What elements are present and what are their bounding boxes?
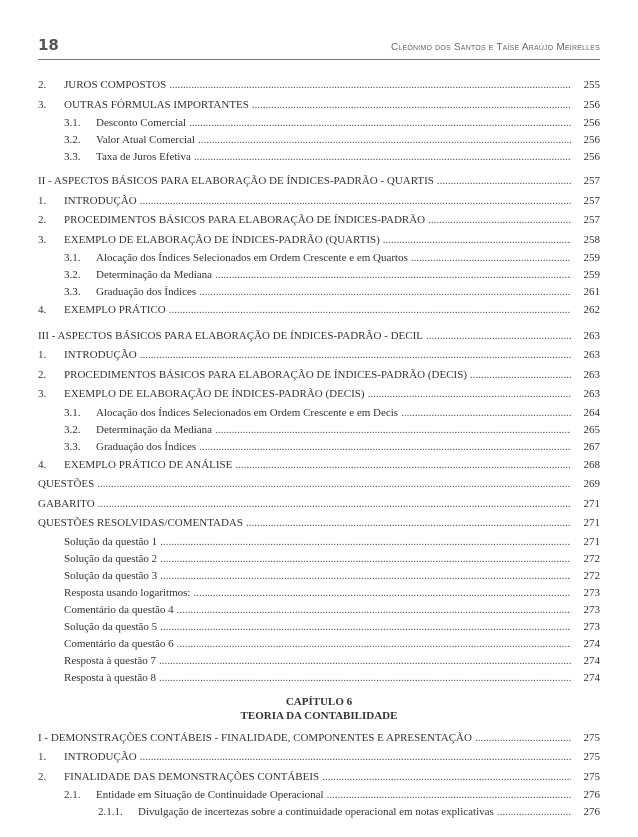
toc-entry-title: Determinação da Mediana bbox=[96, 269, 213, 281]
toc-entry[interactable] bbox=[38, 76, 600, 96]
toc-entry-title: EXEMPLO PRÁTICO bbox=[64, 304, 166, 316]
toc-entry-number: 1. bbox=[38, 751, 47, 763]
toc-entry-number: 4. bbox=[38, 458, 47, 471]
toc-entry-number: 3.2. bbox=[64, 134, 81, 146]
toc-entry[interactable] bbox=[38, 748, 600, 768]
toc-entry-number: 1. bbox=[38, 194, 47, 207]
toc-entry-title: I - DEMONSTRAÇÕES CONTÁBEIS - FINALIDADE, COMPONENTES E APRESENTAÇÃO bbox=[38, 731, 472, 744]
toc-entry-page: 256 bbox=[583, 151, 600, 163]
toc-entry-number: 3.2. bbox=[64, 269, 81, 281]
toc-entry-page: 271 bbox=[583, 517, 600, 529]
toc-entry-title: Graduação dos Índices bbox=[96, 440, 197, 453]
toc-entry-title: Alocação dos Índices Selecionados em Ordem Crescente e em Quartos bbox=[96, 252, 408, 264]
toc-leader bbox=[199, 284, 571, 301]
toc-leader bbox=[428, 211, 571, 231]
page-header bbox=[38, 36, 600, 56]
toc-entry-title: Taxa de Juros Efetiva bbox=[96, 151, 191, 163]
toc-entry-number: 3. bbox=[38, 98, 47, 111]
toc-entry[interactable] bbox=[38, 456, 600, 476]
toc-leader bbox=[140, 192, 571, 212]
toc-entry-number: 3.1. bbox=[64, 406, 81, 419]
toc-leader bbox=[169, 301, 571, 321]
toc-entry-page: 275 bbox=[583, 751, 600, 763]
toc-entry-page: 259 bbox=[583, 269, 600, 281]
toc-entry-page: 271 bbox=[583, 535, 600, 548]
toc-subentry[interactable] bbox=[38, 405, 600, 422]
toc-section-heading[interactable] bbox=[38, 729, 600, 749]
toc-entry-page: 259 bbox=[583, 252, 600, 264]
toc-entry-number: 2. bbox=[38, 368, 47, 381]
toc-entry-number: 2.1.1. bbox=[98, 806, 123, 818]
toc-subentry[interactable] bbox=[38, 670, 600, 687]
toc-entry-page: 274 bbox=[583, 654, 600, 667]
toc-entry-page: 256 bbox=[583, 134, 600, 146]
toc-entry-title: QUESTÕES bbox=[38, 478, 95, 490]
toc-entry[interactable] bbox=[38, 514, 600, 534]
toc-entry-title: EXEMPLO DE ELABORAÇÃO DE ÍNDICES-PADRÃO (DECIS) bbox=[64, 388, 365, 400]
toc-subentry[interactable] bbox=[38, 267, 600, 284]
toc-subentry[interactable] bbox=[38, 115, 600, 132]
toc-subentry[interactable] bbox=[38, 568, 600, 585]
toc-entry-number: 3.3. bbox=[64, 440, 81, 453]
toc-section-heading[interactable] bbox=[38, 327, 600, 347]
toc-entry[interactable] bbox=[38, 366, 600, 386]
toc-entry-number: 3.3. bbox=[64, 286, 81, 298]
toc-entry-title: FINALIDADE DAS DEMONSTRAÇÕES CONTÁBEIS bbox=[64, 770, 320, 783]
toc-subentry[interactable] bbox=[38, 284, 600, 301]
toc-entry-page: 269 bbox=[583, 478, 600, 490]
toc-entry[interactable] bbox=[38, 475, 600, 495]
toc-entry-title: Determinação da Mediana bbox=[96, 423, 213, 436]
toc-entry-page: 268 bbox=[583, 458, 600, 471]
toc-subentry[interactable] bbox=[38, 132, 600, 149]
toc-entry[interactable] bbox=[38, 495, 600, 515]
toc-entry-title: Resposta usando logaritmos: bbox=[64, 586, 191, 599]
chapter-title: TEORIA DA CONTABILIDADE bbox=[240, 709, 398, 722]
toc-entry-title: Resposta à questão 8 bbox=[64, 671, 156, 684]
toc-subentry[interactable] bbox=[38, 653, 600, 670]
toc-entry-page: 262 bbox=[583, 304, 600, 316]
toc-entry-title: Desconto Comercial bbox=[96, 117, 187, 129]
toc-entry-page: 276 bbox=[583, 806, 600, 818]
toc-entry[interactable] bbox=[38, 346, 600, 366]
toc-leader bbox=[437, 172, 571, 192]
toc-entry-title: Valor Atual Comercial bbox=[96, 134, 195, 146]
toc-entry-number: 2. bbox=[38, 214, 47, 226]
toc-leader bbox=[160, 551, 571, 568]
toc-subentry[interactable] bbox=[38, 250, 600, 267]
toc-entry-title: PROCEDIMENTOS BÁSICOS PARA ELABORAÇÃO DE ÍNDICES-PADRÃO (DECIS) bbox=[64, 368, 467, 381]
toc-entry-title: PROCEDIMENTOS BÁSICOS PARA ELABORAÇÃO DE ÍNDICES-PADRÃO bbox=[64, 214, 426, 226]
toc-leader bbox=[177, 602, 571, 619]
toc-leader bbox=[246, 514, 571, 534]
toc-leader bbox=[215, 267, 571, 284]
toc-entry-page: 275 bbox=[583, 731, 600, 744]
toc-entry-title: INTRODUÇÃO bbox=[64, 349, 137, 361]
toc-entry[interactable] bbox=[38, 231, 600, 251]
toc-entry-page: 274 bbox=[583, 637, 600, 650]
toc-entry-title: Entidade em Situação de Continuidade Operacional bbox=[96, 789, 324, 801]
toc-leader bbox=[194, 149, 571, 166]
toc-entry-title: Comentário da questão 4 bbox=[64, 603, 174, 616]
toc-leader bbox=[177, 636, 571, 653]
toc-entry-number: 3. bbox=[38, 388, 47, 400]
toc-leader bbox=[475, 729, 571, 749]
toc-entry-title: Solução da questão 1 bbox=[64, 535, 158, 548]
toc-entry-title: Solução da questão 5 bbox=[64, 620, 158, 633]
toc-entry-number: 2. bbox=[38, 770, 47, 783]
toc-entry-page: 263 bbox=[583, 368, 600, 381]
toc-entry-page: 271 bbox=[583, 497, 600, 510]
toc-leader bbox=[140, 346, 571, 366]
page-number: 18 bbox=[38, 36, 59, 54]
toc-entry-title: Alocação dos Índices Selecionados em Ordem Crescente e em Decis bbox=[96, 406, 399, 419]
toc-leader bbox=[497, 804, 571, 821]
toc-entry-title: Solução da questão 3 bbox=[64, 569, 158, 582]
toc-entry[interactable] bbox=[38, 211, 600, 231]
toc-subentry[interactable] bbox=[38, 551, 600, 568]
toc-entry-number: 1. bbox=[38, 349, 47, 361]
running-author: Cleônimo dos Santos e Taíse Araújo Meirelles bbox=[391, 42, 600, 53]
toc-entry[interactable] bbox=[38, 385, 600, 405]
toc-entry-title: INTRODUÇÃO bbox=[64, 194, 137, 207]
toc-entry-page: 257 bbox=[583, 214, 600, 226]
toc-entry[interactable] bbox=[38, 768, 600, 788]
toc-entry-page: 256 bbox=[583, 117, 600, 129]
toc-leader bbox=[327, 787, 571, 804]
toc-entry-number: 2.1. bbox=[64, 789, 81, 801]
toc-leader bbox=[140, 748, 571, 768]
toc-leader bbox=[401, 405, 571, 422]
toc-entry-page: 276 bbox=[583, 789, 600, 801]
toc-section-heading[interactable] bbox=[38, 172, 600, 192]
toc-entry-page: 273 bbox=[583, 620, 600, 633]
toc-subentry[interactable] bbox=[38, 149, 600, 166]
toc-leader bbox=[159, 653, 571, 670]
toc-entry-title: Resposta à questão 7 bbox=[64, 654, 156, 667]
toc-subentry[interactable] bbox=[38, 636, 600, 653]
toc-leader bbox=[169, 76, 571, 96]
toc-entry-title: Divulgação de incertezas sobre a continuidade operacional em notas explicativas bbox=[138, 806, 494, 818]
toc-leader bbox=[98, 495, 571, 515]
toc-leader bbox=[189, 115, 571, 132]
toc-entry-page: 265 bbox=[583, 423, 600, 436]
toc-entry-page: 263 bbox=[583, 388, 600, 400]
toc-entry-title: EXEMPLO DE ELABORAÇÃO DE ÍNDICES-PADRÃO (QUARTIS) bbox=[64, 233, 380, 246]
toc-entry-page: 257 bbox=[583, 175, 600, 187]
toc-leader bbox=[160, 534, 571, 551]
toc-subentry[interactable] bbox=[38, 619, 600, 636]
toc-entry-title: EXEMPLO PRÁTICO DE ANÁLISE bbox=[64, 458, 233, 471]
toc-entry-page: 261 bbox=[583, 286, 600, 298]
chapter-label: CAPÍTULO 6 bbox=[285, 695, 353, 708]
toc-entry-title: JUROS COMPOSTOS bbox=[64, 79, 167, 91]
toc-entry-page: 258 bbox=[583, 233, 600, 246]
toc-subentry[interactable] bbox=[38, 585, 600, 602]
toc-entry-page: 257 bbox=[583, 194, 600, 207]
toc-entry-number: 2. bbox=[38, 79, 47, 91]
toc-subentry[interactable] bbox=[38, 534, 600, 551]
toc-leader bbox=[235, 456, 571, 476]
toc-entry-title: Comentário da questão 6 bbox=[64, 637, 174, 650]
toc-leader bbox=[383, 231, 571, 251]
toc-leader bbox=[215, 422, 571, 439]
header-rule bbox=[38, 59, 600, 60]
toc-entry-page: 275 bbox=[583, 770, 600, 783]
toc-leader bbox=[159, 670, 571, 687]
toc-subentry[interactable] bbox=[38, 422, 600, 439]
toc-subentry[interactable] bbox=[38, 787, 600, 804]
toc-subsubentry[interactable] bbox=[38, 804, 600, 821]
toc-leader bbox=[198, 132, 571, 149]
toc-entry[interactable] bbox=[38, 301, 600, 321]
toc-entry-page: 273 bbox=[583, 603, 600, 616]
toc-entry-title: III - ASPECTOS BÁSICOS PARA ELABORAÇÃO DE ÍNDICES-PADRÃO - DECIL bbox=[38, 329, 423, 342]
toc-leader bbox=[368, 385, 571, 405]
toc-entry-title: Graduação dos Índices bbox=[96, 286, 197, 298]
toc-entry-title: Solução da questão 2 bbox=[64, 552, 158, 565]
toc-leader bbox=[322, 768, 571, 788]
toc-entry-page: 263 bbox=[583, 349, 600, 361]
toc-entry-page: 267 bbox=[583, 440, 600, 453]
toc-entry-page: 274 bbox=[583, 671, 600, 684]
toc-entry-number: 3.3. bbox=[64, 151, 81, 163]
toc-subentry[interactable] bbox=[38, 602, 600, 619]
toc-entry-title: II - ASPECTOS BÁSICOS PARA ELABORAÇÃO DE ÍNDICES-PADRÃO - QUARTIS bbox=[38, 175, 434, 187]
toc-entry-page: 255 bbox=[583, 79, 600, 91]
toc-entry-page: 263 bbox=[583, 329, 600, 342]
toc-entry-page: 272 bbox=[583, 569, 600, 582]
toc-leader bbox=[470, 366, 571, 386]
table-of-contents bbox=[38, 76, 600, 821]
toc-leader bbox=[411, 250, 571, 267]
toc-leader bbox=[160, 619, 571, 636]
toc-entry[interactable] bbox=[38, 192, 600, 212]
toc-leader bbox=[160, 568, 571, 585]
toc-entry-number: 3.2. bbox=[64, 423, 81, 436]
toc-entry-page: 264 bbox=[583, 406, 600, 419]
chapter-heading bbox=[38, 695, 600, 723]
toc-entry-number: 3.1. bbox=[64, 117, 81, 129]
toc-entry-number: 3.1. bbox=[64, 252, 81, 264]
toc-entry-title: INTRODUÇÃO bbox=[64, 751, 137, 763]
toc-entry-title: GABARITO bbox=[38, 497, 95, 510]
toc-entry-title: OUTRAS FÓRMULAS IMPORTANTES bbox=[64, 98, 249, 111]
toc-leader bbox=[426, 327, 571, 347]
toc-entry-number: 4. bbox=[38, 304, 47, 316]
toc-entry-title: QUESTÕES RESOLVIDAS/COMENTADAS bbox=[38, 517, 243, 529]
toc-leader bbox=[252, 96, 571, 116]
toc-entry-page: 256 bbox=[583, 98, 600, 111]
toc-entry[interactable] bbox=[38, 96, 600, 116]
toc-subentry[interactable] bbox=[38, 439, 600, 456]
toc-entry-page: 273 bbox=[583, 586, 600, 599]
toc-entry-page: 272 bbox=[583, 552, 600, 565]
toc-leader bbox=[199, 439, 571, 456]
toc-entry-number: 3. bbox=[38, 233, 47, 246]
toc-leader bbox=[194, 585, 572, 602]
toc-leader bbox=[97, 475, 571, 495]
